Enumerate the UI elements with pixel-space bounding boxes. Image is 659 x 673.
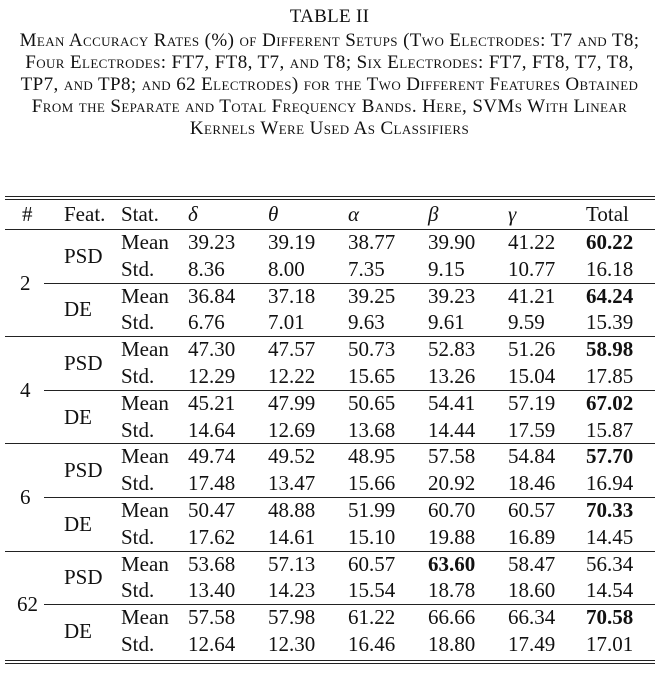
- value-cell: 15.39: [586, 310, 634, 335]
- value-cell: 50.47: [188, 498, 236, 522]
- value-cell: 16.18: [586, 256, 634, 281]
- value-cell: 57.58: [428, 444, 476, 469]
- stat-label: Std.: [121, 417, 155, 442]
- value-cell: 15.66: [348, 471, 396, 496]
- electrode-count: 62: [17, 592, 38, 617]
- value-cell: 48.88: [268, 498, 316, 522]
- value-cell: 70.58: [586, 605, 634, 630]
- bottom-rule-2: [5, 663, 655, 664]
- value-cell: 67.02: [586, 390, 634, 415]
- feature-name: PSD: [64, 458, 103, 483]
- feature-name: PSD: [64, 565, 103, 590]
- value-cell: 60.57: [348, 551, 396, 576]
- value-cell: 18.60: [508, 578, 556, 603]
- value-cell: 39.90: [428, 230, 476, 254]
- value-cell: 41.22: [508, 230, 556, 254]
- value-cell: 6.76: [188, 310, 225, 335]
- value-cell: 13.40: [188, 578, 236, 603]
- value-cell: 14.23: [268, 578, 316, 603]
- stat-label: Std.: [121, 632, 155, 656]
- feature-name: DE: [64, 619, 92, 643]
- value-cell: 36.84: [188, 283, 236, 308]
- value-cell: 54.84: [508, 444, 556, 469]
- value-cell: 58.47: [508, 551, 556, 576]
- header-cell-6: β: [428, 202, 439, 226]
- value-cell: 15.54: [348, 578, 396, 603]
- value-cell: 17.01: [586, 632, 634, 656]
- value-cell: 48.95: [348, 444, 396, 469]
- stat-label: Std.: [121, 578, 155, 603]
- value-cell: 19.88: [428, 524, 476, 549]
- value-cell: 12.22: [268, 364, 316, 388]
- value-cell: 14.64: [188, 417, 236, 442]
- value-cell: 17.49: [508, 632, 556, 656]
- stat-label: Mean: [121, 498, 169, 522]
- value-cell: 14.44: [428, 417, 476, 442]
- value-cell: 60.70: [428, 498, 476, 522]
- value-cell: 56.34: [586, 551, 634, 576]
- stat-label: Std.: [121, 471, 155, 496]
- group-separator-rule: [5, 443, 655, 444]
- value-cell: 47.57: [268, 337, 316, 362]
- value-cell: 50.73: [348, 337, 396, 362]
- feature-name: PSD: [64, 351, 103, 375]
- stat-label: Mean: [121, 444, 169, 469]
- value-cell: 8.36: [188, 256, 225, 281]
- value-cell: 15.10: [348, 524, 396, 549]
- feature-name: DE: [64, 297, 92, 322]
- value-cell: 47.99: [268, 390, 316, 415]
- value-cell: 54.41: [428, 390, 476, 415]
- value-cell: 57.70: [586, 444, 634, 469]
- value-cell: 9.59: [508, 310, 545, 335]
- value-cell: 37.18: [268, 283, 316, 308]
- stat-label: Mean: [121, 551, 169, 576]
- stat-label: Std.: [121, 256, 155, 281]
- value-cell: 50.65: [348, 390, 396, 415]
- value-cell: 12.29: [188, 364, 236, 388]
- value-cell: 7.01: [268, 310, 305, 335]
- feature-name: PSD: [64, 243, 103, 268]
- value-cell: 15.04: [508, 364, 556, 388]
- group-separator-rule: [5, 336, 655, 337]
- value-cell: 51.26: [508, 337, 556, 362]
- value-cell: 64.24: [586, 283, 634, 308]
- header-bottom-rule: [5, 229, 655, 230]
- value-cell: 57.13: [268, 551, 316, 576]
- group-separator-rule: [5, 551, 655, 552]
- value-cell: 18.80: [428, 632, 476, 656]
- stat-label: Mean: [121, 283, 169, 308]
- value-cell: 38.77: [348, 230, 396, 254]
- value-cell: 12.30: [268, 632, 316, 656]
- value-cell: 60.22: [586, 230, 634, 254]
- electrode-count: 6: [20, 485, 31, 509]
- value-cell: 9.63: [348, 310, 385, 335]
- value-cell: 9.15: [428, 256, 465, 281]
- value-cell: 17.59: [508, 417, 556, 442]
- value-cell: 39.23: [428, 283, 476, 308]
- header-cell-4: θ: [268, 202, 279, 226]
- value-cell: 17.85: [586, 364, 634, 388]
- value-cell: 39.25: [348, 283, 396, 308]
- electrode-count: 2: [20, 270, 31, 295]
- header-cell-1: Feat.: [64, 202, 106, 226]
- value-cell: 53.68: [188, 551, 236, 576]
- header-cell-5: α: [348, 202, 360, 226]
- header-cell-2: Stat.: [121, 202, 159, 226]
- value-cell: 47.30: [188, 337, 236, 362]
- value-cell: 57.19: [508, 390, 556, 415]
- value-cell: 45.21: [188, 390, 236, 415]
- value-cell: 9.61: [428, 310, 465, 335]
- header-cell-7: γ: [508, 202, 517, 226]
- value-cell: 18.78: [428, 578, 476, 603]
- value-cell: 49.52: [268, 444, 316, 469]
- value-cell: 66.66: [428, 605, 476, 630]
- top-rule-1: [5, 196, 655, 197]
- value-cell: 66.34: [508, 605, 556, 630]
- value-cell: 7.35: [348, 256, 385, 281]
- value-cell: 58.98: [586, 337, 634, 362]
- value-cell: 60.57: [508, 498, 556, 522]
- stat-label: Mean: [121, 337, 169, 362]
- value-cell: 13.26: [428, 364, 476, 388]
- value-cell: 13.68: [348, 417, 396, 442]
- electrode-count: 4: [20, 377, 31, 402]
- value-cell: 17.48: [188, 471, 236, 496]
- value-cell: 57.58: [188, 605, 236, 630]
- stat-label: Std.: [121, 364, 155, 388]
- value-cell: 15.65: [348, 364, 396, 388]
- header-cell-8: Total: [586, 202, 629, 226]
- value-cell: 20.92: [428, 471, 476, 496]
- value-cell: 41.21: [508, 283, 556, 308]
- value-cell: 15.87: [586, 417, 634, 442]
- value-cell: 14.61: [268, 524, 316, 549]
- value-cell: 39.23: [188, 230, 236, 254]
- value-cell: 13.47: [268, 471, 316, 496]
- bottom-rule-1: [5, 660, 655, 661]
- value-cell: 10.77: [508, 256, 556, 281]
- header-cell-3: δ: [188, 202, 198, 226]
- value-cell: 61.22: [348, 605, 396, 630]
- stat-label: Mean: [121, 230, 169, 254]
- value-cell: 49.74: [188, 444, 236, 469]
- value-cell: 17.62: [188, 524, 236, 549]
- value-cell: 51.99: [348, 498, 396, 522]
- header-cell-number: #: [22, 202, 33, 226]
- value-cell: 16.89: [508, 524, 556, 549]
- value-cell: 14.45: [586, 524, 634, 549]
- value-cell: 57.98: [268, 605, 316, 630]
- value-cell: 12.64: [188, 632, 236, 656]
- stat-label: Mean: [121, 390, 169, 415]
- stat-label: Std.: [121, 524, 155, 549]
- value-cell: 70.33: [586, 498, 634, 522]
- feature-name: DE: [64, 511, 92, 536]
- caption-text: Mean Accuracy Rates (%) of Different Setups (Two Electrodes: T7 and T8; Four Electrodes: FT7, FT8, T7, and T8; Six Electrodes: FT7, FT8, T7, T8, TP7, and TP8; and 62 Electrodes) for the Two Different Features Obtained From the Separate and Total Frequency Bands. Here, SVMs With Linear Kernels Were Used As Classifiers: [19, 30, 640, 139]
- value-cell: 63.60: [428, 551, 476, 576]
- table-label: TABLE II: [289, 6, 370, 27]
- value-cell: 14.54: [586, 578, 634, 603]
- stat-label: Mean: [121, 605, 169, 630]
- value-cell: 12.69: [268, 417, 316, 442]
- feature-name: DE: [64, 404, 92, 429]
- value-cell: 52.83: [428, 337, 476, 362]
- value-cell: 16.94: [586, 471, 634, 496]
- value-cell: 8.00: [268, 256, 305, 281]
- value-cell: 16.46: [348, 632, 396, 656]
- top-rule-2: [5, 199, 655, 200]
- table-caption: [0, 6, 659, 140]
- value-cell: 39.19: [268, 230, 316, 254]
- stat-label: Std.: [121, 310, 155, 335]
- value-cell: 18.46: [508, 471, 556, 496]
